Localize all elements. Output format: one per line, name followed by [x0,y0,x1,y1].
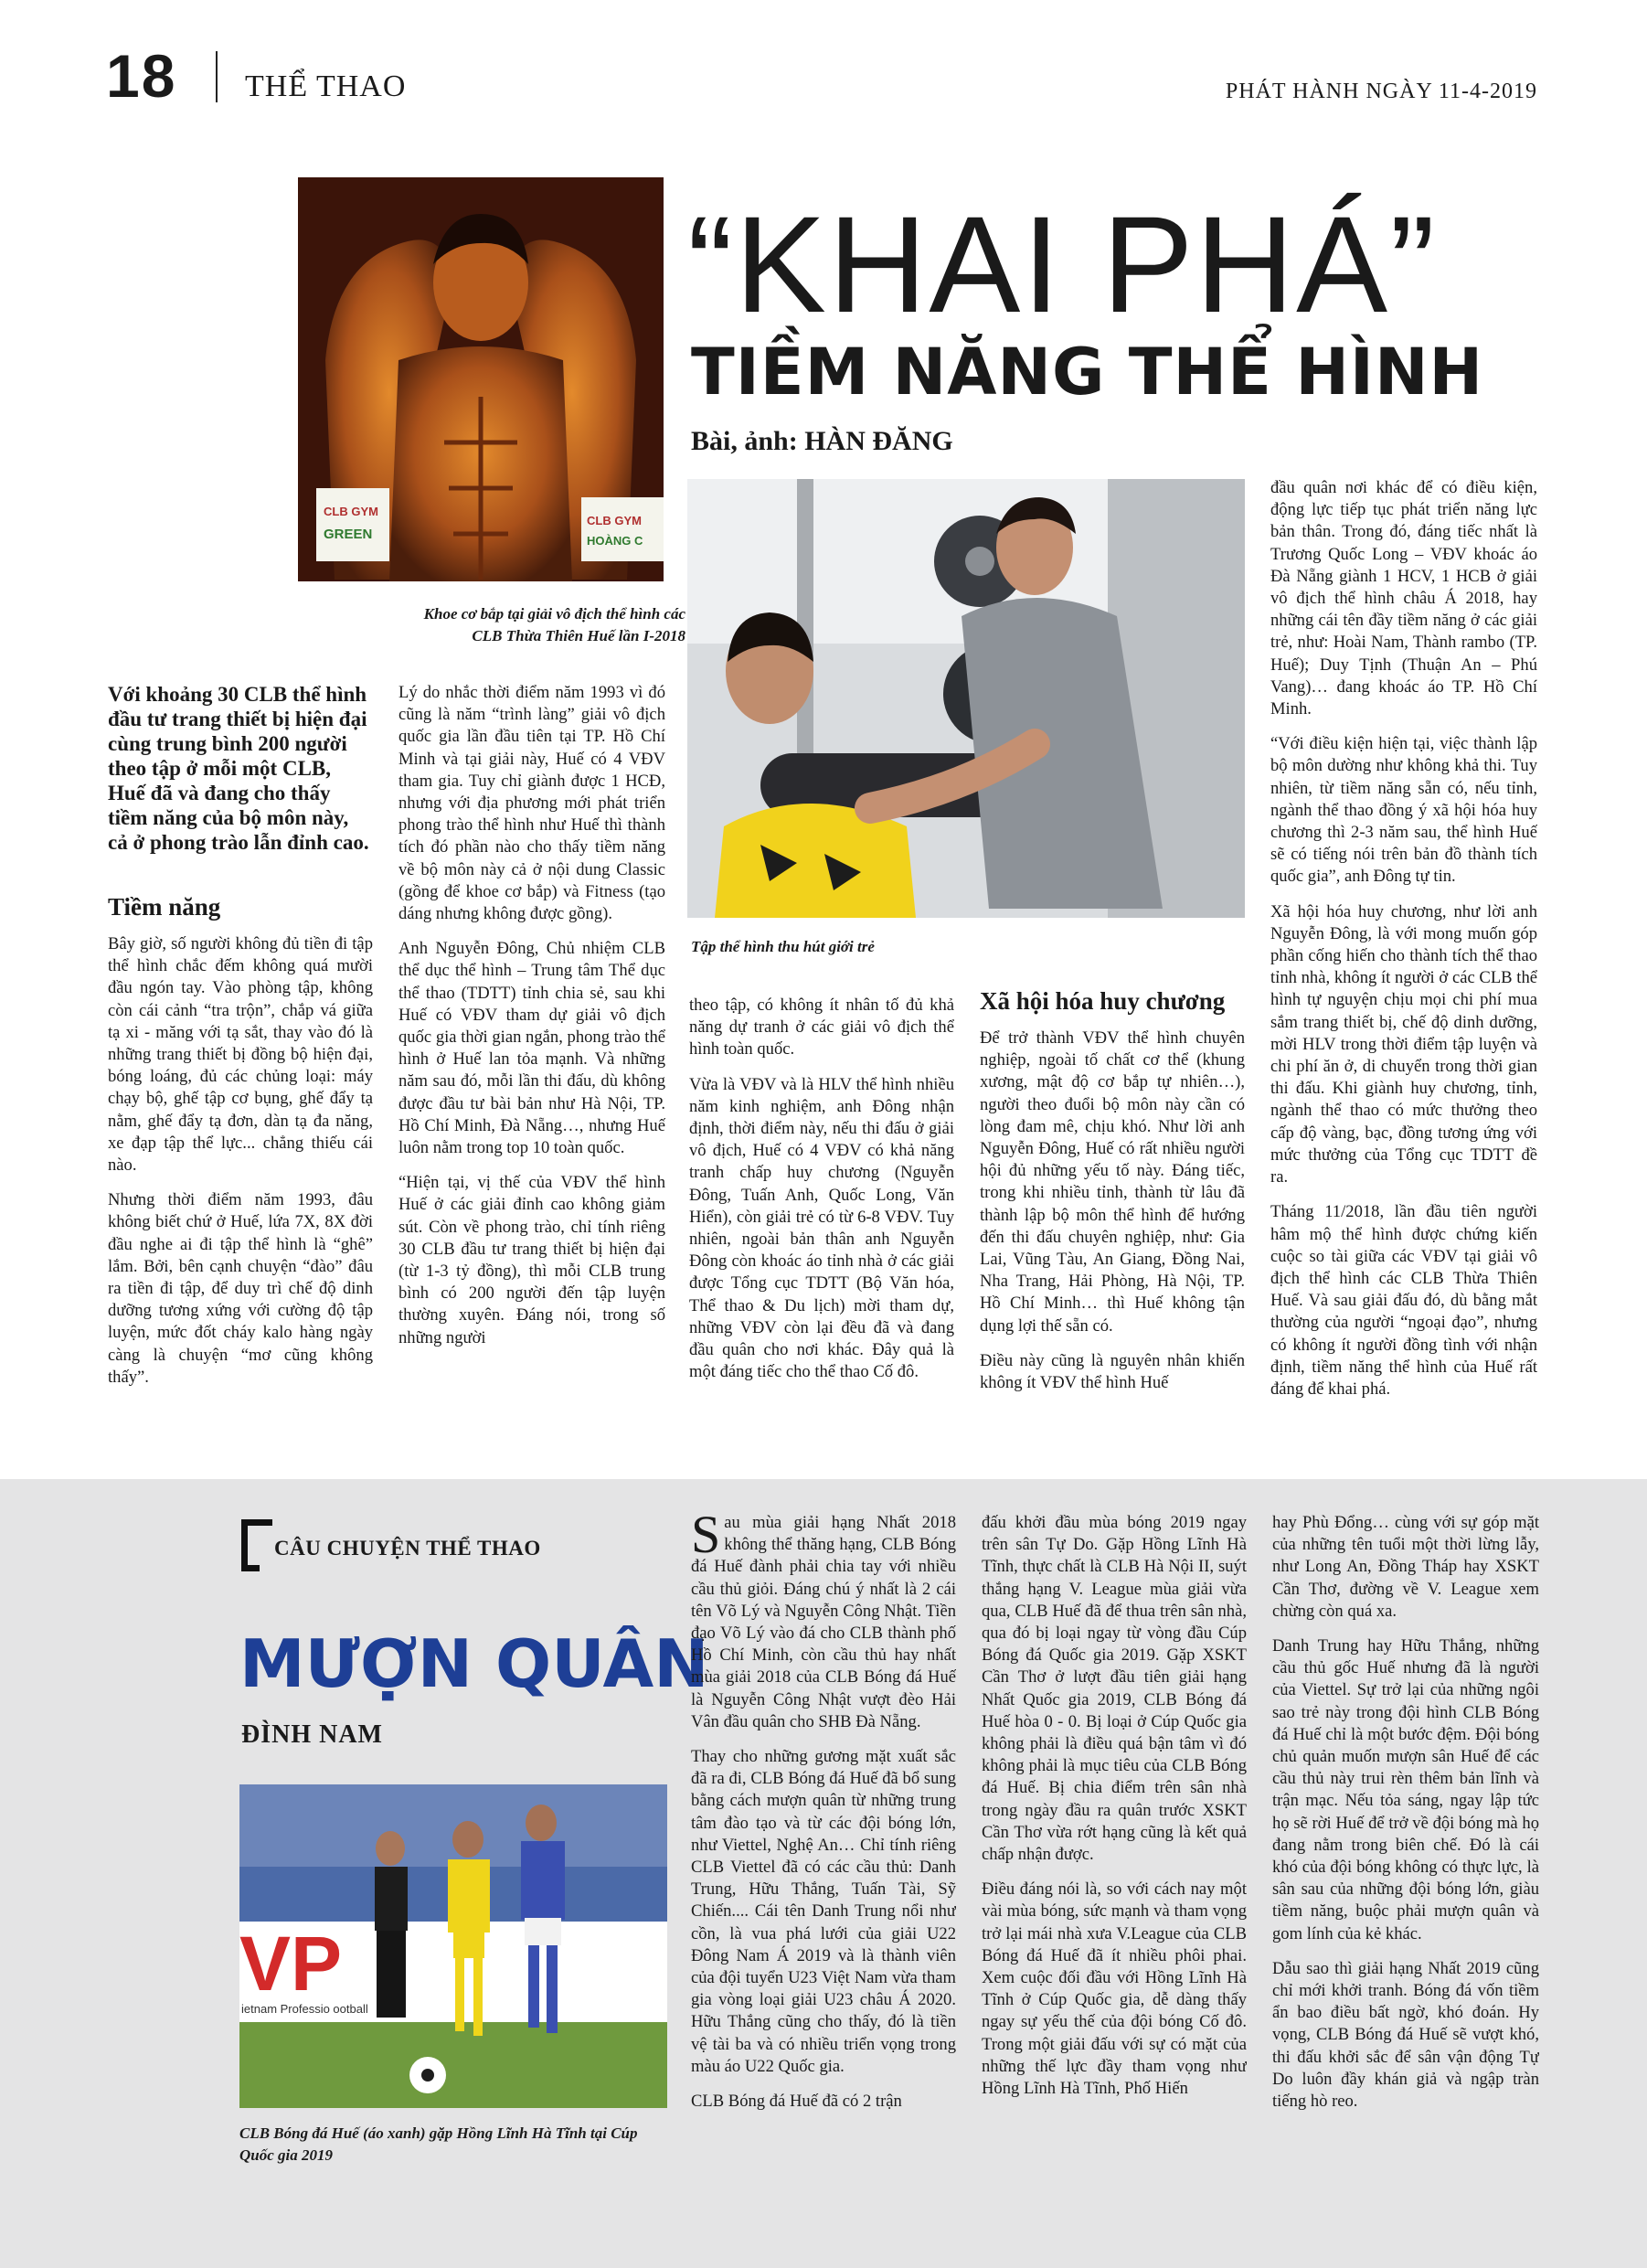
lead-paragraph: Với khoảng 30 CLB thể hình đầu tư trang thiết bị hiện đại cùng trung bình 200 người theo tập ở mỗi một CLB, Huế đã và đang cho thấy tiềm năng của bộ môn này, cả ở phong trào lẫn đỉnh cao. [108,683,369,854]
paragraph: Vừa là VĐV và là HLV thể hình nhiều năm kinh nghiệm, anh Đông nhận định, thời điểm này, nếu thi đấu ở giải vô địch, Huế có 4 VĐV có khả năng tranh chấp huy chương (Nguyễn Đông, Tuấn Anh, Quốc Long, Văn Hiển), còn giải trẻ có từ 6-8 VĐV. Tuy nhiên, ngoài bản thân anh Nguyễn Đông còn khoác áo tỉnh nhà ở các giải được Tổng cục TDTT (Bộ Văn hóa, Thể thao & Du lịch) mời tham dự, những VĐV còn lại đều đã và đang đầu quân cho nơi khác. Đây quả là một đáng tiếc cho thể thao Cố đô. [689,1074,954,1382]
paragraph: Lý do nhắc thời điểm năm 1993 vì đó cũng là năm “trình làng” giải vô địch quốc gia lần đầu tiên tại TP. Hồ Chí Minh và tại giải này, Huế có 4 VĐV tham gia. Tuy chỉ giành được 1 HCĐ, nhưng với địa phương mới phát triển phong trào thể hình như Huế thì thành tích đó phần nào cho thấy tiềm năng về bộ môn này cả ở nội dung Classic (gồng để khoe cơ bắp) và Fitness (tạo dáng nhưng không được gồng). [398,683,665,924]
paragraph: Nhưng thời điểm năm 1993, đâu không biết chứ ở Huế, lứa 7X, 8X đời đầu nghe ai đi tập thể hình là “ghê” lắm. Bởi, bên cạnh chuyện “đào” đâu ra tiền đi tập, để duy trì chế độ dinh dưỡng tương xứng với cường độ tập luyện, mức đốt cháy kalo hàng ngày càng là chuyện “mơ cũng không thấy”. [108,1190,373,1387]
paragraph: Điều này cũng là nguyên nhân khiến không ít VĐV thể hình Huế [980,1350,1245,1393]
byline: Bài, ảnh: HÀN ĐĂNG [691,426,953,456]
paragraph: Thay cho những gương mặt xuất sắc đã ra đi, CLB Bóng đá Huế đã bổ sung bằng cách mượn quân từ những trung tâm đào tạo và từ các đội bóng lớn, như Viettel, Nghệ An… Chỉ tính riêng CLB Viettel đã có các cầu thủ: Danh Trung, Hữu Thắng, Tuấn Tài, Sỹ Chiến.... Cái tên Danh Trung nổi như cồn, là vua phá lưới của giải U22 Đông Nam Á 2019 và là thành viên của đội tuyển U23 Việt Nam vừa tham gia vòng loại giải U23 châu Á 2020. Hữu Thắng cũng cho thấy, đó là tiền vệ tài ba và có nhiều triển vọng trong màu áo U22 Quốc gia. [691,1747,956,2076]
paragraph: Dẫu sao thì giải hạng Nhất 2019 cũng chỉ mới khởi tranh. Bóng đá vốn tiềm ẩn bao điều bất ngờ, khó đoán. Hy vọng, CLB Bóng đá Huế sẽ vượt khó, thi đấu khởi sắc để sân vận động Tự Do luôn đầy khán giả và ngập tràn tiếng hò reo. [1272,1958,1539,2112]
gym-photo [687,479,1245,918]
paragraph: “Với điều kiện hiện tại, việc thành lập bộ môn dường như không khả thi. Tuy nhiên, từ tiềm năng sẵn có, nếu tỉnh, ngành thể thao đồng ý xã hội hóa huy chương thì 2-3 năm sau, thể hình Huế sẽ có tiếng nói trên bản đồ thành tích quốc gia”, anh Đông tự tin. [1270,734,1537,887]
story-label: CÂU CHUYỆN THỂ THAO [274,1537,541,1560]
paragraph: Bây giờ, số người không đủ tiền đi tập thể hình chắc đếm không quá mười đầu ngón tay. Vào phòng tập, không còn cái cảnh “tra trộn”, chắp vá giữa tạ xi - măng với tạ sắt, thay vào đó là những trang thiết bị đồng bộ hiện đại, bóng loáng, đủ các chủng loại: máy chạy bộ, ghế tập cơ bụng, ghế đẩy tạ nằm, ghế đẩy tạ đơn, dàn tạ đa năng, xe đạp tập thể lực... chẳng thiếu cái nào. [108,934,373,1176]
headline-sub: TIỀM NĂNG THỂ HÌNH [691,335,1484,410]
paragraph: Danh Trung hay Hữu Thắng, những cầu thủ gốc Huế nhưng đã là người của Viettel. Sự trở lại của những ngôi sao trẻ này trong đội hình CLB Bóng đá Huế chỉ là một bước đệm. Đội bóng chủ quản muốn mượn sân Huế để các cầu thủ này trui rèn thêm bản lĩnh và trận mạc. Nếu tỏa sáng, ngay lập tức họ sẽ rời Huế để trở về đội bóng mà họ đang nằm trong biên chế. Đó là cái khó của đội bóng không có thực lực, là sân sau của những đội bóng lớn, giàu tiềm năng, buộc phải mượn quân và gom lính của kẻ khác. [1272,1636,1539,1943]
paragraph: đầu quân nơi khác để có điều kiện, động lực tiếp tục phát triển năng lực bản thân. Trong đó, đáng tiếc nhất là Trương Quốc Long – VĐV khoác áo Đà Nẵng giành 1 HCV, 1 HCB ở giải vô địch thể hình châu Á 2018, hay những cái tên đầy tiềm năng ở các giải trẻ, như: Hoài Nam, Thành rambo (TP. Huế); Duy Tịnh (Thuận An – Phú Vang)… đang khoác áo TP. Hồ Chí Minh. [1270,478,1537,719]
paragraph: Xã hội hóa huy chương, như lời anh Nguyễn Đông, là với mong muốn góp phần cống hiến cho thành tích thể thao tỉnh nhà, không ít người ở các CLB thể hình tự nguyện chịu mọi chi phí mua sắm trang thiết bị, chế độ dinh dưỡng, mời HLV trong thời điểm tập luyện và chi phí ăn ở, di chuyển trong thời gian thi đấu. Khi giành huy chương, tỉnh, ngành thể thao có mức thưởng theo cấp độ vàng, bạc, đồng tương ứng với mức thưởng của Tổng cục TDTT đề ra. [1270,901,1537,1187]
article-column-2 [398,682,665,1452]
paragraph: đấu khởi đầu mùa bóng 2019 ngay trên sân Tự Do. Gặp Hồng Lĩnh Hà Tĩnh, thực chất là CLB Hà Nội II, suýt thắng hạng V. League mùa giải vừa qua, CLB Huế đã để thua trên sân nhà, qua đó bị loại ngay từ vòng đầu Cúp Bóng đá Quốc gia 2019. Gặp XSKT Cần Thơ ở lượt đầu tiên giải hạng Nhất Quốc gia 2019, CLB Bóng đá Huế hòa 0 - 0. Bị loại ở Cúp Quốc gia không phải là điều quá bận tâm vì đó không phải là mục tiêu của CLB Bóng đá Huế. Bị chia điểm trên sân nhà trong ngày đầu ra quân trước XSKT Cần Thơ vừa rớt hạng cũng là kết quả chấp nhận được. [982,1513,1247,1865]
story-title: MƯỢN QUÂN [239,1625,709,1702]
paragraph: Để trở thành VĐV thể hình chuyên nghiệp, ngoài tố chất cơ thể (khung xương, mật độ cơ bắp tự nhiên…), người theo đuổi bộ môn này cần có lòng đam mê, chịu khó. Như lời anh Nguyễn Đông, Huế có rất nhiều người hội đủ những yếu tố này. Đáng tiếc, trong khi nhiều tỉnh, thành từ lâu đã thành lập bộ môn thể hình để hướng đến thi đấu chuyên nghiệp, như: Gia Lai, Vũng Tàu, An Giang, Đồng Nai, Nha Trang, Hải Phòng, Hà Nội, TP. Hồ Chí Minh… thì Huế không tận dụng lợi thế sẵn có. [980,1028,1245,1336]
paragraph: Tháng 11/2018, lần đầu tiên người hâm mộ thể hình được chứng kiến cuộc so tài giữa các VĐV tại giải vô địch thể hình các CLB Thừa Thiên Huế. Và sau giải đấu đó, dù bằng mắt thường của người “ngoại đạo”, nhưng có không ít người đồng tình với nhận định, tiềm năng thể hình của Huế rất đáng để khai phá. [1270,1202,1537,1399]
gym-caption: Tập thể hình thu hút giới trẻ [691,938,875,955]
football-photo [239,1784,667,2108]
article-column-5 [1270,477,1537,1452]
paragraph: hay Phù Đổng… cùng với sự góp mặt của những tên tuổi một thời lừng lẫy, như Long An, Đồng Tháp hay XSKT Cần Thơ, đường về V. League xem chừng còn quá xa. [1272,1513,1539,1621]
article-column-1 [108,682,373,1450]
svg-text:CLB GYM: CLB GYM [324,505,378,518]
football-caption: CLB Bóng đá Huế (áo xanh) gặp Hồng Lĩnh Hà Tĩnh tại Cúp Quốc gia 2019 [239,2124,638,2164]
paragraph: Sau mùa giải hạng Nhất 2018 không thể thăng hạng, CLB Bóng đá Huế đành phải chia tay với nhiều cầu thủ giỏi. Đáng chú ý nhất là 2 cái tên Võ Lý và Nguyễn Công Nhật. Tiền đạo Võ Lý vào đá cho CLB thành phố Hồ Chí Minh, còn cầu thủ hay nhất mùa giải 2018 của CLB Bóng đá Huế là Nguyễn Công Nhật vượt đèo Hải Vân đầu quân cho SHB Đà Nẵng. [691,1512,956,1731]
subheading-xa-hoi-hoa: Xã hội hóa huy chương [980,987,1226,1015]
article-column-3 [689,995,954,1452]
bracket-icon [241,1519,272,1565]
header-divider [216,51,218,102]
story-column-1 [691,1512,956,2170]
banner-text: VP [239,1921,343,2007]
story-column-2 [982,1512,1247,2170]
paragraph: CLB Bóng đá Huế đã có 2 trận [691,2092,902,2112]
page-number: 18 [106,42,177,110]
svg-text:GREEN: GREEN [324,527,373,542]
bodybuilder-caption: Khoe cơ bắp tại giải vô địch thể hình các CLB Thừa Thiên Huế lần I-2018 [423,605,685,644]
headline: “KHAI PHÁ” [687,187,1438,341]
story-author: ĐÌNH NAM [241,1720,383,1749]
banner-subtext: ietnam Professio ootball [241,2002,368,2016]
publish-date: PHÁT HÀNH NGÀY 11-4-2019 [1225,80,1537,103]
dropcap: S [691,1512,721,1564]
story-column-3 [1272,1512,1539,2170]
bodybuilder-photo [298,177,664,581]
paragraph: Anh Nguyễn Đông, Chủ nhiệm CLB thể dục thể hình – Trung tâm Thể dục thể thao (TDTT) tỉnh chia sẻ, sau khi Huế có VĐV tham dự giải vô địch quốc gia thời gian ngắn, phong trào thể hình ở Huế lan tỏa mạnh. Và những năm sau đó, mỗi lần thi đấu, dù không được đầu tư bài bản như Hà Nội, TP. Hồ Chí Minh, Đà Nẵng…, nhưng Huế luôn nằm trong top 10 toàn quốc. [398,939,665,1158]
article-column-4 [980,987,1245,1453]
paragraph: theo tập, có không ít nhân tố đủ khả năng dự tranh ở các giải vô địch thể hình toàn quốc. [689,996,954,1059]
svg-text:HOÀNG C: HOÀNG C [587,534,643,548]
subheading-tiem-nang: Tiềm năng [108,893,221,921]
section-name: THỂ THAO [245,69,407,103]
paragraph: “Hiện tại, vị thế của VĐV thể hình Huế ở các giải đỉnh cao không giảm sút. Còn về phong trào, chỉ tính riêng 30 CLB đầu tư trang thiết bị hiện đại (từ 1-3 tỷ đồng), thì mỗi CLB trung bình có 200 người đến tập luyện thường xuyên. Đáng nói, trong số những người [398,1173,665,1347]
paragraph: Điều đáng nói là, so với cách nay một vài mùa bóng, sức mạnh và tham vọng trở lại mái nhà xưa V.League của CLB Bóng đá Huế đã ít nhiều phôi phai. Xem cuộc đối đầu với Hồng Lĩnh Hà Tĩnh ở Cúp Quốc gia, dễ dàng thấy ngay sự yếu thế của đội bóng Cố đô. Trong một giải đấu với sự có mặt của những thế lực đầy tham vọng như Hồng Lĩnh Hà Tĩnh, Phố Hiến [982,1879,1247,2099]
svg-text:CLB GYM: CLB GYM [587,514,642,527]
